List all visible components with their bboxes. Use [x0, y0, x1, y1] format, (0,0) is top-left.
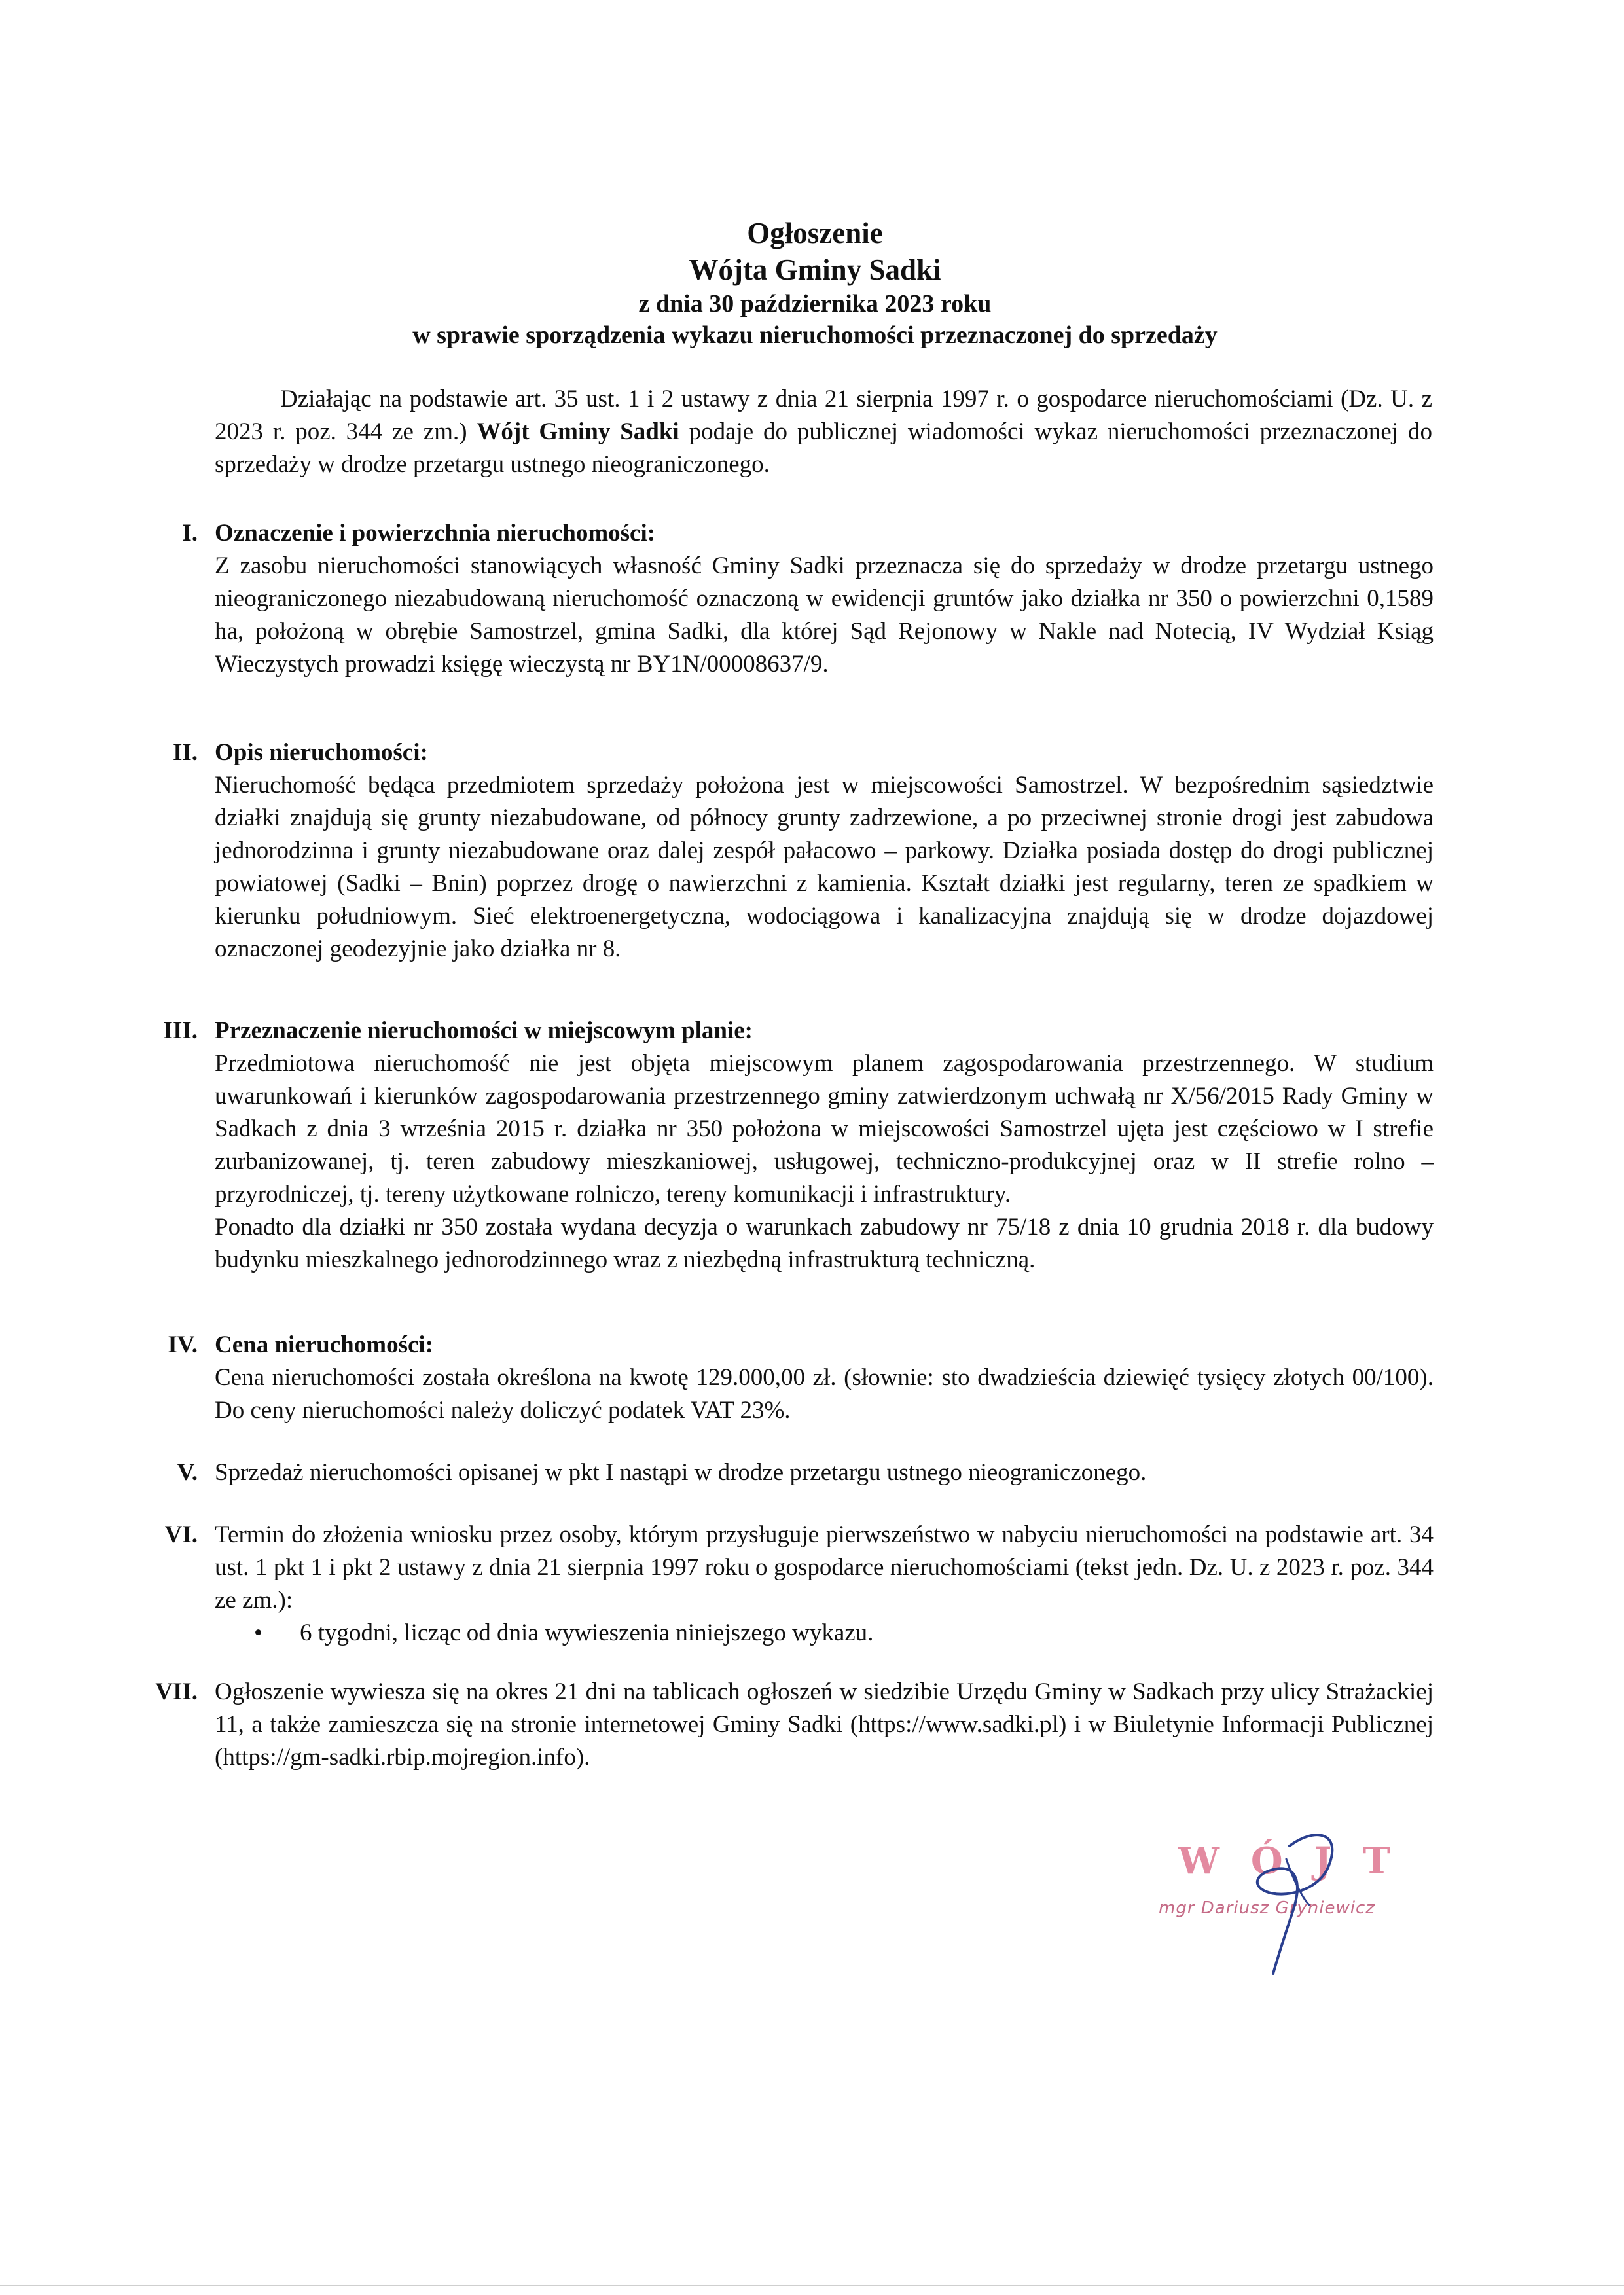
issuer-title: Wójta Gminy Sadki [689, 253, 941, 286]
stamp-name: mgr Dariusz Gryniewicz [1159, 1898, 1375, 1918]
section-title: Opis nieruchomości: [215, 739, 428, 766]
section-number: III. [163, 1017, 198, 1044]
section-text: Przedmiotowa nieruchomość nie jest objęta miejscowym planem zagospodarowania przestrzennego. W studium uwarunkowań i kierunków zagospodarowania przestrzennego gminy zatwierdzonym uchwałą nr X/56/2015 Rady Gminy w Sadkach z dnia 3 września 2015 r. działka nr 350 położona w miejscowości Samostrzel ujęta jest częściowo w I strefie zurbanizowanej, tj. teren zabudowy mieszkaniowej, usługowej, techniczno-produkcyjnej oraz w II strefie rolno – przyrodniczej, tj. tereny użytkowane rolniczo, tereny komunikacji i infrastruktury. [215, 1050, 1434, 1208]
section-number: I. [182, 520, 198, 547]
section-2 [131, 736, 1434, 966]
bullet-text: 6 tygodni, licząc od dnia wywieszenia niniejszego wykazu. [300, 1619, 874, 1646]
section-4 [131, 1329, 1434, 1427]
bullet-dot: • [254, 1619, 262, 1646]
section-3 [131, 1015, 1434, 1276]
announcement-date: z dnia 30 października 2023 roku [638, 290, 992, 317]
section-number: V. [177, 1459, 198, 1486]
section-number: IV. [168, 1331, 198, 1358]
stamp-title: WÓJT [1178, 1839, 1422, 1883]
section-text: Nieruchomość będąca przedmiotem sprzedaży położona jest w miejscowości Samostrzel. W bezpośrednim sąsiedztwie działki znajdują się grunty niezabudowane, od północy grunty zadrzewione, a po przeciwnej stronie drogi jest zabudowa jednorodzinna i grunty niezabudowane oraz dalej zespół pałacowo – parkowy. Działka posiada dostęp do drogi publicznej powiatowej (Sadki – Bnin) poprzez drogę o nawierzchni z kamienia. Kształt działki jest regularny, teren ze spadkiem w kierunku południowym. Sieć elektroenergetyczna, wodociągowa i kanalizacyjna znajdują się w drodze dojazdowej oznaczonej geodezyjnie jako działka nr 8. [215, 772, 1434, 962]
announcement-subject: w sprawie sporządzenia wykazu nieruchomości przeznaczonej do sprzedaży [412, 321, 1218, 349]
intro-text-bold: Wójt Gminy Sadki [477, 418, 679, 445]
section-title: Oznaczenie i powierzchnia nieruchomości: [215, 520, 656, 547]
section-text: Cena nieruchomości została określona na kwotę 129.000,00 zł. (słownie: sto dwadzieścia dziewięć tysięcy złotych 00/100). Do ceny nieruchomości należy doliczyć podatek VAT 23%. [215, 1364, 1434, 1424]
section-text: Z zasobu nieruchomości stanowiących własność Gminy Sadki przeznacza się do sprzedaży w drodze przetargu ustnego nieograniczonego niezabudowaną nieruchomość oznaczoną w ewidencji gruntów jako działka nr 350 o powierzchni 0,1589 ha, położoną w obrębie Samostrzel, gmina Sadki, dla której Sąd Rejonowy w Nakle nad Notecią, IV Wydział Ksiąg Wieczystych prowadzi księgę wieczystą nr BY1N/00008637/9. [215, 552, 1434, 678]
document-header [196, 215, 1434, 351]
section-6 [131, 1519, 1434, 1650]
section-text: Sprzedaż nieruchomości opisanej w pkt I nastąpi w drodze przetargu ustnego nieograniczonego. [215, 1459, 1147, 1486]
page-bottom-edge [0, 2285, 1624, 2286]
intro-text-part2: podaje do publicznej wiadomości wykaz nieruchomości przeznaczonej do sprzedaży w drodze przetargu ustnego nieograniczonego. [215, 418, 1432, 478]
section-text-continued: Ponadto dla działki nr 350 została wydana decyzja o warunkach zabudowy nr 75/18 z dnia 10 grudnia 2018 r. dla budowy budynku mieszkalnego jednorodzinnego wraz z niezbędną infrastrukturą techniczną. [215, 1214, 1434, 1273]
section-number: II. [172, 739, 198, 766]
section-text: Termin do złożenia wniosku przez osoby, którym przysługuje pierwszeństwo w nabyciu nieruchomości na podstawie art. 34 ust. 1 pkt 1 i pkt 2 ustawy z dnia 21 sierpnia 1997 roku o gospodarce nieruchomościami (tekst jedn. Dz. U. z 2023 r. poz. 344 ze zm.): [215, 1521, 1434, 1614]
section-number: VII. [155, 1678, 198, 1705]
section-number: VI. [164, 1521, 198, 1548]
signature-icon [1152, 1820, 1414, 1990]
section-1 [131, 517, 1434, 681]
bullet-item [254, 1617, 1434, 1650]
section-5 [131, 1456, 1434, 1489]
section-title: Przeznaczenie nieruchomości w miejscowym planie: [215, 1017, 753, 1044]
section-title: Cena nieruchomości: [215, 1331, 433, 1358]
section-7 [131, 1676, 1434, 1774]
intro-text-part1: Działając na podstawie art. 35 ust. 1 i 2 ustawy z dnia 21 sierpnia 1997 r. o gospodarce nieruchomościami (Dz. U. z 2023 r. poz. 344 ze zm.) [215, 386, 1432, 445]
announcement-title: Ogłoszenie [747, 217, 883, 249]
intro-paragraph [215, 383, 1432, 481]
section-text: Ogłoszenie wywiesza się na okres 21 dni na tablicach ogłoszeń w siedzibie Urzędu Gminy w Sadkach przy ulicy Strażackiej 11, a także zamieszcza się na stronie internetowej Gminy Sadki (https://www.sadki.pl) i w Biuletynie Informacji Publicznej (https://gm-sadki.rbip.mojregion.info). [215, 1678, 1434, 1771]
official-stamp [1152, 1820, 1422, 1990]
